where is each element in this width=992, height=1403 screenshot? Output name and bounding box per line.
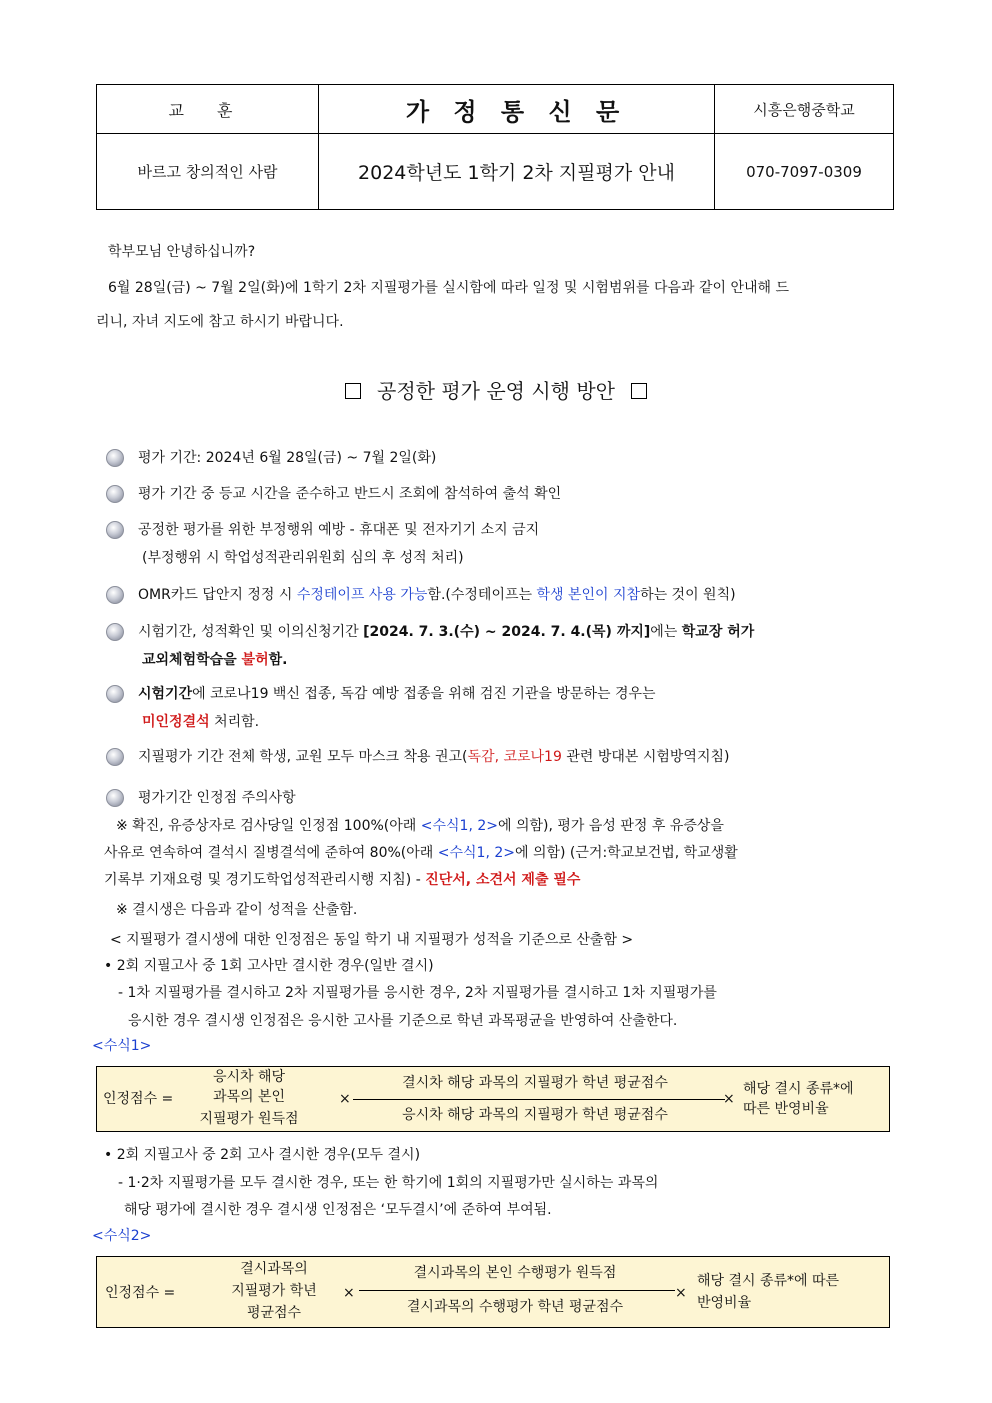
text: OMR카드 답안지 정정 시 bbox=[138, 587, 297, 603]
text: 지필평가 기간 전체 학생, 교원 모두 마스크 착용 권고( bbox=[138, 749, 468, 765]
checkbox-square-icon bbox=[631, 383, 647, 399]
formula2-ratio-1: 해당 결시 종류*에 따른 bbox=[697, 1273, 840, 1289]
phone-number: 070-7097-0309 bbox=[746, 162, 862, 181]
formula2-denominator: 결시과목의 수행평가 학년 평균점수 bbox=[406, 1299, 624, 1315]
case1-title: • 2회 지필고사 중 1회 고사만 결시한 경우(일반 결시) bbox=[104, 958, 434, 974]
title-cell bbox=[319, 85, 715, 134]
motto-label-cell bbox=[97, 85, 319, 134]
formula1-times-2: × bbox=[723, 1091, 735, 1107]
item-vaccine bbox=[138, 684, 656, 704]
text: 사유로 연속하여 결석시 질병결석에 준하여 80%(아래 bbox=[104, 845, 438, 861]
motto-label: 교 훈 bbox=[168, 100, 247, 120]
motto: 바르고 창의적인 사람 bbox=[137, 163, 278, 181]
greeting: 학부모님 안녕하십니까? bbox=[108, 244, 256, 260]
text: 교외체험학습을 bbox=[142, 652, 242, 668]
section-title-text: 공정한 평가 운영 시행 방안 bbox=[377, 379, 615, 403]
text: [2024. 7. 3.(수) ~ 2024. 7. 4.(목) 까지] bbox=[363, 624, 651, 640]
text: 미인정결석 bbox=[142, 714, 210, 730]
bullet-circle-icon bbox=[106, 586, 124, 604]
bullet-circle-icon bbox=[106, 789, 124, 807]
note-line-2 bbox=[104, 843, 738, 863]
text: 하는 것이 원칙) bbox=[640, 587, 736, 603]
item-period: 평가 기간: 2024년 6월 28일(금) ~ 7월 2일(화) bbox=[138, 450, 437, 466]
intro-line-1: 6월 28일(금) ~ 7월 2일(화)에 1학기 2차 지필평가를 실시함에 따라 일정 및 시험범위를 다음과 같이 안내해 드 bbox=[108, 280, 790, 296]
text: <수식1, 2> bbox=[420, 818, 498, 834]
formula1-ratio-2: 따른 반영비율 bbox=[743, 1101, 829, 1117]
item-field-trip-cont bbox=[142, 650, 287, 670]
school-name: 시흥은행중학교 bbox=[753, 100, 855, 119]
bullet-circle-icon bbox=[106, 685, 124, 703]
formula2-label: <수식2> bbox=[92, 1228, 152, 1244]
bullet-circle-icon bbox=[106, 748, 124, 766]
text: 함. bbox=[268, 652, 288, 668]
case2-line-2: 해당 평가에 결시한 경우 결시생 인정점은 ‘모두결시’에 준하여 부여됨. bbox=[124, 1202, 552, 1218]
formula1-numerator: 결시차 해당 과목의 지필평가 학년 평균점수 bbox=[402, 1075, 668, 1091]
item-omr bbox=[138, 585, 736, 605]
case1-line-1: - 1차 지필평가를 결시하고 2차 지필평가를 응시한 경우, 2차 지필평가를 결시하고 1차 지필평가를 bbox=[118, 985, 717, 1001]
note-line-5: < 지필평가 결시생에 대한 인정점은 동일 학기 내 지필평가 성적을 기준으로 산출함 > bbox=[110, 932, 634, 948]
formula2-ratio-2: 반영비율 bbox=[697, 1295, 752, 1311]
header-table bbox=[96, 84, 894, 210]
notice-subject: 2024학년도 1학기 2차 지필평가 안내 bbox=[358, 162, 675, 184]
text: <수식1, 2> bbox=[437, 845, 515, 861]
note-line-1 bbox=[116, 816, 724, 836]
text: 학교장 허가 bbox=[681, 624, 755, 640]
text: 시험기간 bbox=[138, 686, 193, 702]
text: 학생 본인이 지참 bbox=[536, 587, 641, 603]
section-title bbox=[0, 378, 992, 404]
case1-line-2: 응시한 경우 결시생 인정점은 응시한 고사를 기준으로 학년 과목평균을 반영하여 산출한다. bbox=[128, 1013, 678, 1029]
formula1-label: <수식1> bbox=[92, 1038, 152, 1054]
formula2-term-2: 지필평가 학년 bbox=[231, 1283, 317, 1299]
text: 관련 방대본 시험방역지침) bbox=[561, 749, 730, 765]
formula2-fraction-line bbox=[359, 1290, 675, 1291]
formula1-denominator: 응시차 해당 과목의 지필평가 학년 평균점수 bbox=[402, 1107, 668, 1123]
subject-cell bbox=[319, 134, 715, 210]
formula1-ratio-1: 해당 결시 종류*에 bbox=[743, 1081, 854, 1097]
text: 수정테이프 사용 가능 bbox=[296, 587, 428, 603]
item-cheating: 공정한 평가를 위한 부정행위 예방 - 휴대폰 및 전자기기 소지 금지 bbox=[138, 522, 540, 538]
formula2-term-3: 평균점수 bbox=[246, 1305, 302, 1321]
text: 에는 bbox=[650, 624, 682, 640]
text: 시험기간, 성적확인 및 이의신청기간 bbox=[138, 624, 364, 640]
text: 불허 bbox=[241, 652, 269, 668]
formula1-term-2: 과목의 본인 bbox=[212, 1089, 286, 1105]
formula2-times-1: × bbox=[343, 1285, 355, 1301]
school-cell bbox=[715, 85, 894, 134]
text: 에 의함) (근거:학교보건법, 학교생활 bbox=[515, 845, 738, 861]
checkbox-square-icon bbox=[345, 383, 361, 399]
item-attendance: 평가 기간 중 등교 시간을 준수하고 반드시 조회에 참석하여 출석 확인 bbox=[138, 486, 562, 502]
formula1-times-1: × bbox=[339, 1091, 351, 1107]
text: 에 코로나19 백신 접종, 독감 예방 접종을 위해 검진 기관을 방문하는 경우는 bbox=[192, 686, 656, 702]
bullet-circle-icon bbox=[106, 623, 124, 641]
text: 독감, 코로나19 bbox=[467, 749, 562, 765]
text: 처리함. bbox=[209, 714, 260, 730]
formula1-term-1: 응시차 해당 bbox=[212, 1069, 286, 1085]
phone-cell bbox=[715, 134, 894, 210]
motto-cell bbox=[97, 134, 319, 210]
note-line-3 bbox=[104, 870, 580, 890]
text: ※ 확진, 유증상자로 검사당일 인정점 100%(아래 bbox=[116, 818, 421, 834]
item-vaccine-cont bbox=[142, 712, 259, 732]
formula2-box bbox=[96, 1256, 890, 1328]
text: 기록부 기재요령 및 경기도학업성적관리시행 지침) - bbox=[104, 872, 426, 888]
formula2-numerator: 결시과목의 본인 수행평가 원득점 bbox=[413, 1265, 617, 1281]
formula1-lhs: 인정점수 = bbox=[103, 1091, 174, 1107]
text: 진단서, 소견서 제출 필수 bbox=[425, 872, 581, 888]
case2-line-1: - 1·2차 지필평가를 모두 결시한 경우, 또는 한 학기에 1회의 지필평가만 실시하는 과목의 bbox=[118, 1175, 659, 1191]
note-line-4: ※ 결시생은 다음과 같이 성적을 산출함. bbox=[116, 902, 358, 918]
text: 에 의함), 평가 음성 판정 후 유증상을 bbox=[498, 818, 724, 834]
bullet-circle-icon bbox=[106, 449, 124, 467]
formula2-term-1: 결시과목의 bbox=[240, 1261, 308, 1277]
item-mask bbox=[138, 747, 729, 767]
formula1-term-3: 지필평가 원득점 bbox=[199, 1111, 299, 1127]
bullet-circle-icon bbox=[106, 521, 124, 539]
bullet-circle-icon bbox=[106, 485, 124, 503]
formula2-times-2: × bbox=[675, 1285, 687, 1301]
item-cheating-note: (부정행위 시 학업성적관리위원회 심의 후 성적 처리) bbox=[142, 550, 464, 566]
item-caution: 평가기간 인정점 주의사항 bbox=[138, 790, 296, 806]
page-title: 가 정 통 신 문 bbox=[405, 97, 628, 126]
formula1-fraction-line bbox=[353, 1099, 725, 1100]
formula2-lhs: 인정점수 = bbox=[105, 1285, 176, 1301]
intro-line-2: 리니, 자녀 지도에 참고 하시기 바랍니다. bbox=[96, 314, 344, 330]
item-field-trip bbox=[138, 622, 754, 642]
text: 함.(수정테이프는 bbox=[427, 587, 537, 603]
formula1-box bbox=[96, 1066, 890, 1132]
case2-title: • 2회 지필고사 중 2회 고사 결시한 경우(모두 결시) bbox=[104, 1147, 421, 1163]
